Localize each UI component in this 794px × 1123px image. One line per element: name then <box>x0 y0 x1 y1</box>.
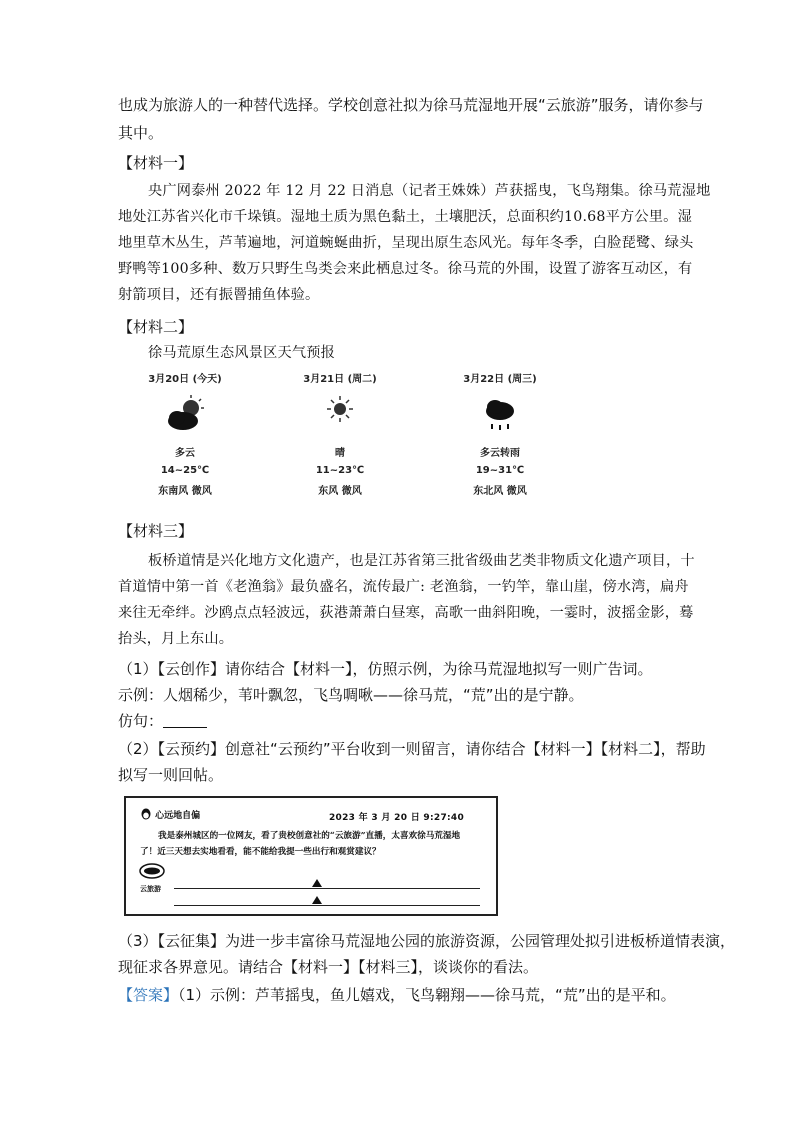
answer-tag: 【答案】 <box>118 986 179 1004</box>
comment-username: 心远地自偏 <box>155 811 201 821</box>
imitate-label: 仿句： <box>118 712 164 730</box>
penguin-avatar-icon <box>140 808 152 820</box>
material3-line-2: 首道情中第一首《老渔翁》最负盛名，流传最广: 老渔翁，一钓竿，靠山崖，傍水湾，扁舟 <box>118 579 689 595</box>
weather-caption: 徐马荒原生态风景区天气预报 <box>148 345 336 361</box>
comment-text-line-1: 我是泰州城区的一位网友，看了贵校创意社的“云旅游”直播，太喜欢徐马荒湿地 <box>158 831 461 841</box>
comment-post <box>124 796 498 916</box>
forecast-day-3 <box>445 370 555 497</box>
forecast-condition: 多云转雨 <box>480 448 520 459</box>
forecast-temp: 11~23℃ <box>315 465 365 476</box>
answer-line <box>118 982 676 1008</box>
rain-icon <box>445 394 555 438</box>
partly-cloudy-icon <box>130 394 240 438</box>
intro-line-2: 其中。 <box>118 124 164 142</box>
forecast-temp: 19~31℃ <box>475 465 525 476</box>
forecast-day-2 <box>285 370 395 497</box>
forecast-wind: 东北风 微风 <box>473 486 527 497</box>
sunny-icon <box>285 394 395 438</box>
answer-text: （1）示例：芦苇摇曳，鱼儿嬉戏，飞鸟翱翔——徐马荒，“荒”出的是平和。 <box>178 986 676 1004</box>
comment-user <box>140 808 200 821</box>
q2-prompt-2: 拟写一则回帖。 <box>118 766 224 784</box>
comment-time: 2023 年 3 月 20 日 9:27:40 <box>329 813 465 823</box>
material3-line-4: 抬头，月上东山。 <box>118 631 234 647</box>
material3-line-1: 板桥道情是兴化地方文化遗产，也是江苏省第三批省级曲艺类非物质文化遗产项目，十 <box>148 553 695 569</box>
forecast-wind: 东南风 微风 <box>158 486 212 497</box>
forecast-wind: 东风 微风 <box>318 486 362 497</box>
material3-line-3: 来往无牵绊。沙鸥点点轻波远，荻港萧萧白昼寒，高歌一曲斜阳晚，一霎时，波摇金影，蓦 <box>118 605 694 621</box>
material2-heading: 【材料二】 <box>118 318 194 336</box>
material1-line-2: 地处江苏省兴化市千垛镇。湿地土质为黑色黏土，土壤肥沃，总面积约10.68平方公里。湿 <box>118 209 692 225</box>
forecast-day-1 <box>130 370 240 497</box>
forecast-date: 3月20日 (今天) <box>148 374 222 385</box>
weather-forecast <box>140 370 560 510</box>
q3-line-2: 现征求各界意见。请结合【材料一】【材料三】，谈谈你的看法。 <box>118 958 539 976</box>
material1-line-4: 野鸭等100多种、数万只野生鸟类会来此栖息过冬。徐马荒的外围，设置了游客互动区，有 <box>118 261 693 277</box>
forecast-date: 3月21日 (周二) <box>303 374 377 385</box>
material3-heading: 【材料三】 <box>118 522 194 540</box>
forecast-condition: 晴 <box>335 448 345 459</box>
q1-prompt: （1）【云创作】请你结合【材料一】，仿照示例，为徐马荒湿地拟写一则广告词。 <box>118 660 653 678</box>
material1-line-1: 央广网泰州 2022 年 12 月 22 日消息（记者王姝姝）芦获摇曳，飞鸟翔集。徐马荒湿地 <box>148 183 711 199</box>
triangle-marker-icon <box>312 879 322 887</box>
answer-blank[interactable] <box>163 713 207 728</box>
forecast-date: 3月22日 (周三) <box>463 374 537 385</box>
material1-line-3: 地里草木丛生，芦苇遍地，河道蜿蜒曲折，呈现出原生态风光。每年冬季，白脸琵鹭、绿头 <box>118 235 694 251</box>
fish-avatar-icon <box>138 862 168 884</box>
material1-line-5: 射箭项目，还有振罾捕鱼体验。 <box>118 287 320 303</box>
triangle-marker-icon <box>312 896 322 904</box>
comment-text <box>140 828 490 860</box>
forecast-temp: 14~25℃ <box>160 465 210 476</box>
q3-line-1: （3）【云征集】为进一步丰富徐马荒湿地公园的旅游资源，公园管理处拟引进板桥道情表演， <box>118 932 736 950</box>
reply-username: 云旅游 <box>140 885 161 893</box>
comment-text-line-2: 了！近三天想去实地看看，能不能给我提一些出行和观赏建议？ <box>140 847 381 857</box>
q1-imitate <box>118 708 207 734</box>
reply-line-2[interactable] <box>174 905 480 906</box>
q1-example: 示例：人烟稀少，苇叶飘忽，飞鸟啁啾——徐马荒，“荒”出的是宁静。 <box>118 686 584 704</box>
intro-line-1: 也成为旅游人的一种替代选择。学校创意社拟为徐马荒湿地开展“云旅游”服务，请你参与 <box>118 96 704 114</box>
forecast-condition: 多云 <box>175 448 195 459</box>
q2-prompt-1: （2）【云预约】创意社“云预约”平台收到一则留言，请你结合【材料一】【材料二】，帮助 <box>118 740 706 758</box>
reply-line-1[interactable] <box>174 888 480 889</box>
material1-heading: 【材料一】 <box>118 154 194 172</box>
